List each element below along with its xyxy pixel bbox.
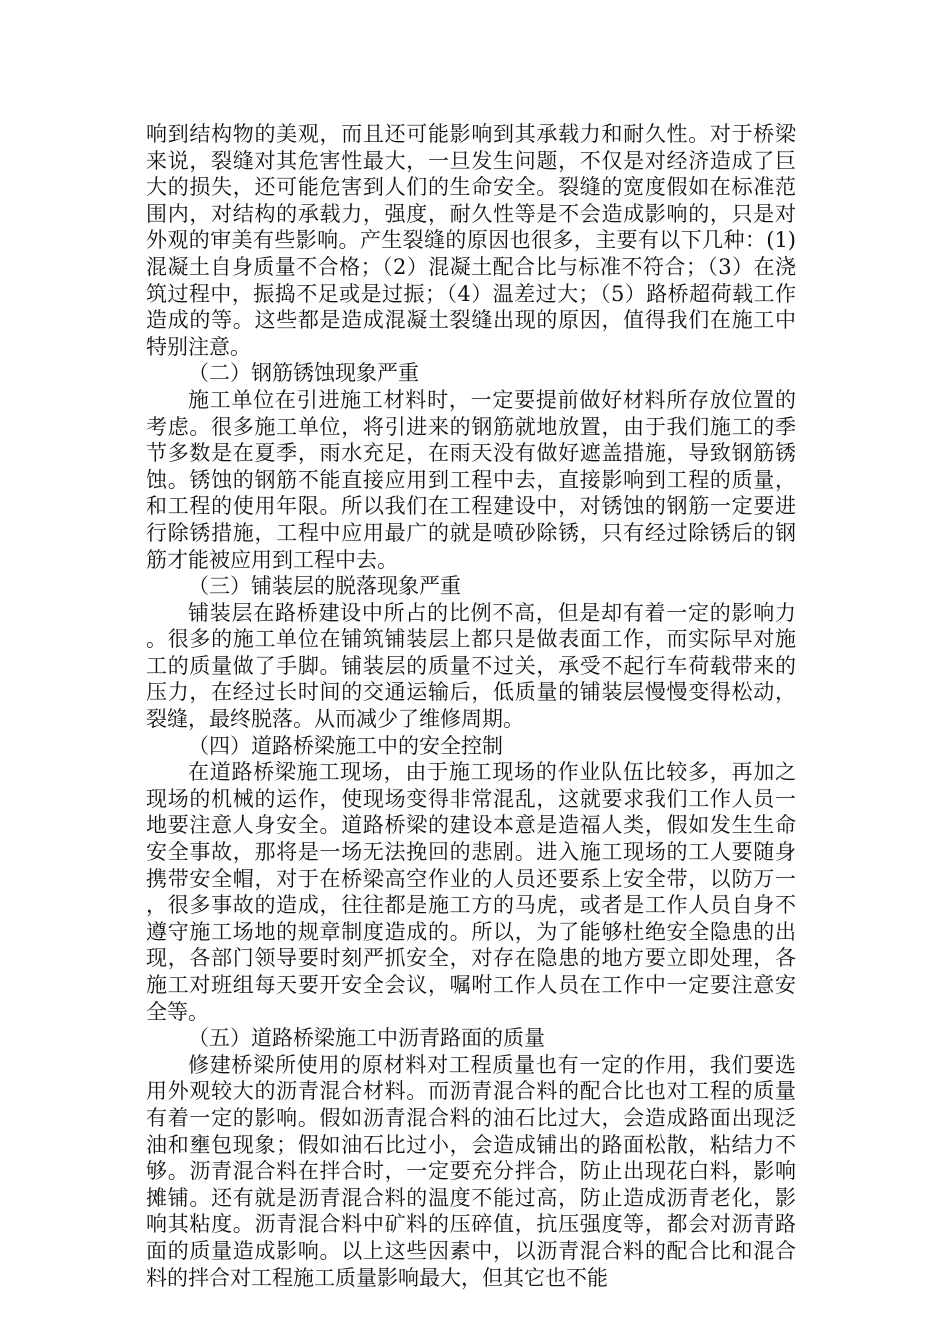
section-heading: （三）铺装层的脱落现象严重 [188, 574, 461, 599]
body-paragraph: 修建桥梁所使用的原材料对工程质量也有一定的作用，我们要选用外观较大的沥青混合材料。而沥青混合料的配合比也对工程的质量有着一定的影响。假如沥青混合料的油石比过大，会造成路面出现泛油和壅包现象；假如油石比过小，会造成铺出的路面松散，粘结力不够。沥青混合料在拌合时，一定要充分拌合，防止出现花白料，影响摊铺。还有就是沥青混合料的温度不能过高，防止造成沥青老化，影响其粘度。沥青混合料中矿料的压碎值，抗压强度等，都会对沥青路面的质量造成影响。以上这些因素中，以沥青混合料的配合比和混合料的拌合对工程施工质量影响最大，但其它也不能 [146, 1052, 796, 1290]
body-paragraph: 在道路桥梁施工现场，由于施工现场的作业队伍比较多，再加之现场的机械的运作，使现场变得非常混乱，这就要求我们工作人员一地要注意人身安全。道路桥梁的建设本意是造福人类，假如发生生命安全事故，那将是一场无法挽回的悲剧。进入施工现场的工人要随身携带安全帽，对于在桥梁高空作业的人员还要系上安全带，以防万一，很多事故的造成，往往都是施工方的马虎，或者是工作人员自身不遵守施工场地的规章制度造成的。所以，为了能够杜绝安全隐患的出现，各部门领导要时刻严抓安全，对存在隐患的地方要立即处理，各施工对班组每天要开安全会议，嘱咐工作人员在工作中一定要注意安全等。 [146, 760, 796, 1024]
document-page [146, 121, 796, 1291]
body-paragraph: 铺装层在路桥建设中所占的比例不高，但是却有着一定的影响力。很多的施工单位在铺筑铺装层上都只是做表面工作，而实际早对施工的质量做了手脚。铺装层的质量不过关，承受不起行车荷载带来的压力，在经过长时间的交通运输后，低质量的铺装层慢慢变得松动，裂缝，最终脱落。从而减少了维修周期。 [146, 600, 796, 732]
section-heading: （二）钢筋锈蚀现象严重 [188, 361, 419, 386]
section-heading: （四）道路桥梁施工中的安全控制 [188, 733, 503, 758]
body-paragraph: 施工单位在引进施工材料时，一定要提前做好材料所存放位置的考虑。很多施工单位，将引进来的钢筋就地放置，由于我们施工的季节多数是在夏季，雨水充足，在雨天没有做好遮盖措施，导致钢筋锈蚀。锈蚀的钢筋不能直接应用到工程中去，直接影响到工程的质量，和工程的使用年限。所以我们在工程建设中，对锈蚀的钢筋一定要进行除锈措施，工程中应用最广的就是喷砂除锈，只有经过除锈后的钢筋才能被应用到工程中去。 [146, 387, 796, 572]
section-heading: （五）道路桥梁施工中沥青路面的质量 [188, 1026, 545, 1051]
body-paragraph: 响到结构物的美观，而且还可能影响到其承载力和耐久性。对于桥梁来说，裂缝对其危害性最大，一旦发生问题，不仅是对经济造成了巨大的损失，还可能危害到人们的生命安全。裂缝的宽度假如在标准范围内，对结构的承载力，强度，耐久性等是不会造成影响的，只是对外观的审美有些影响。产生裂缝的原因也很多，主要有以下几种：(1)混凝土自身质量不合格；（2）混凝土配合比与标准不符合；（3）在浇筑过程中，振捣不足或是过振；（4）温差过大；（5）路桥超荷载工作造成的等。这些都是造成混凝土裂缝出现的原因，值得我们在施工中特别注意。 [146, 122, 796, 359]
